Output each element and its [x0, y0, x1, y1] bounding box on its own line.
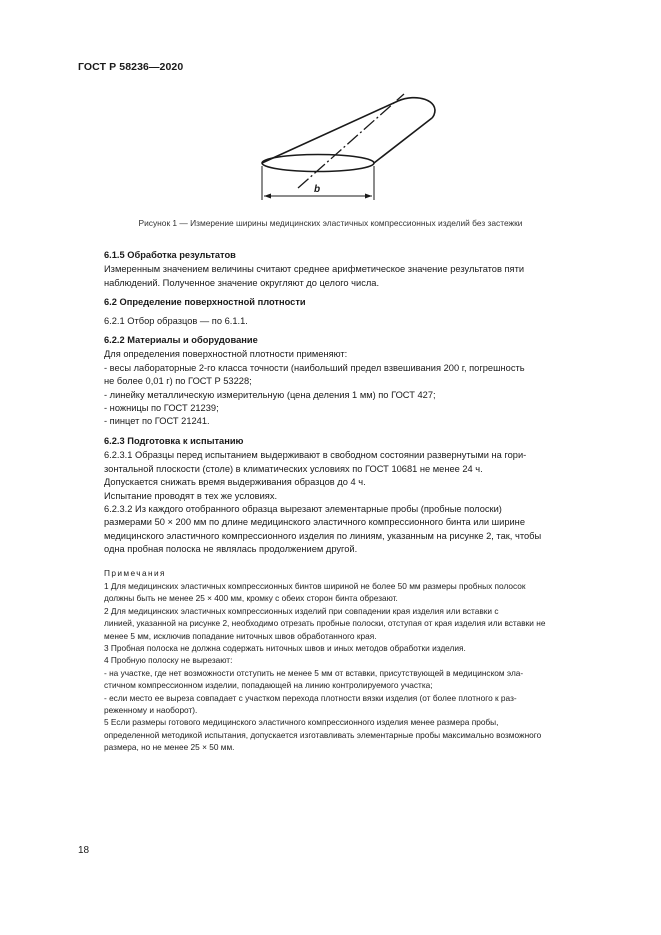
sleeve-outline — [262, 98, 435, 172]
section-6-2-3-1-note-a: Допускается снижать время выдерживания образцов до 4 ч. — [104, 477, 366, 488]
note-5: 5 Если размеры готового медицинского эластичного компрессионного изделия менее размера пробы, определенной методикой испытания, допускается изготавливать элементарные пробы максимально возможного размера, но не менее 25 × 50 мм. — [104, 717, 542, 753]
dimension-label-b: b — [314, 184, 321, 195]
section-6-2-3-1-note-b: Испытание проводят в тех же условиях. — [104, 490, 278, 501]
figure-1-drawing — [250, 88, 450, 208]
equipment-item-1: - весы лабораторные 2-го класса точности (наибольший предел взвешивания 200 г, погрешность не более 0,01 г) по ГОСТ Р 53228; — [104, 362, 525, 387]
notes-title: Примечания — [104, 567, 166, 578]
section-6-2-2-title: 6.2.2 Материалы и оборудование — [104, 335, 258, 346]
main-content — [104, 249, 614, 754]
note-3: 3 Пробная полоска не должна содержать ниточных швов и иных методов обработки изделия. — [104, 642, 466, 653]
section-6-2-1-text: 6.2.1 Отбор образцов — по 6.1.1. — [104, 315, 248, 326]
section-6-2-3-title: 6.2.3 Подготовка к испытанию — [104, 435, 244, 446]
section-6-2-title: 6.2 Определение поверхностной плотности — [104, 297, 306, 308]
note-1: 1 Для медицинских эластичных компрессионных бинтов шириной не более 50 мм размеры пробных полосок должны быть не менее 25 × 400 мм, кромку с обеих сторон бинта обрезают. — [104, 580, 526, 604]
note-4-item-2: - если место ее выреза совпадает с участком перехода плотности вязки изделия (от более плотного к раз- реженному и наоборот). — [104, 692, 517, 715]
note-4-item-1: - на участке, где нет возможности отступить не менее 5 мм от вставки, присутствующей в медицинском эла- стичном компрессионном изделии, попадающей на линию контролируемого участка; — [104, 667, 524, 691]
equipment-item-3: - ножницы по ГОСТ 21239; — [104, 403, 219, 414]
section-6-1-5-title: 6.1.5 Обработка результатов — [104, 250, 236, 260]
section-6-2-3-2-text: 6.2.3.2 Из каждого отобранного образца вырезают элементарные пробы (пробные полоски) размерами 50 × 200 мм по длине медицинского эластичного компрессионного бинта или ширине медицинского эластичного компрессионного изделия по линиям, указанным на рисунке 2, так, чтобы одна пробная полоска не являлась продолжением другой. — [104, 503, 542, 555]
section-6-2-3-1-text: 6.2.3.1 Образцы перед испытанием выдерживают в свободном состоянии развернутыми на гори- зонтальной плоскости (столе) в климатических условиях по ГОСТ 10681 не менее 24 ч. — [104, 450, 527, 474]
document-header: ГОСТ Р 58236—2020 — [78, 61, 184, 73]
note-2: 2 Для медицинских эластичных компрессионных изделий при совпадении края изделия или вставки с линией, указанной на рисунке 2, необходимо отрезать пробные полоски, отступая от края изделия или вставки не менее 5 мм, исключив попадание ниточных швов обработанного края. — [104, 605, 546, 641]
figure-caption: Рисунок 1 — Измерение ширины медицинских эластичных компрессионных изделий без застежки — [138, 218, 523, 228]
section-6-2-2-intro: Для определения поверхностной плотности применяют: — [104, 349, 348, 360]
page-number: 18 — [78, 845, 90, 856]
sleeve-axis — [298, 94, 404, 188]
equipment-item-2: - линейку металлическую измерительную (цена деления 1 мм) по ГОСТ 427; — [104, 389, 436, 400]
equipment-item-4: - пинцет по ГОСТ 21241. — [104, 416, 210, 427]
section-6-1-5-text: Измеренным значением величины считают среднее арифметическое значение результатов пяти наблюдений. Полученное значение округляют до целого числа. — [104, 264, 525, 288]
notes-block — [104, 567, 614, 754]
note-4: 4 Пробную полоску не вырезают: — [104, 655, 233, 666]
